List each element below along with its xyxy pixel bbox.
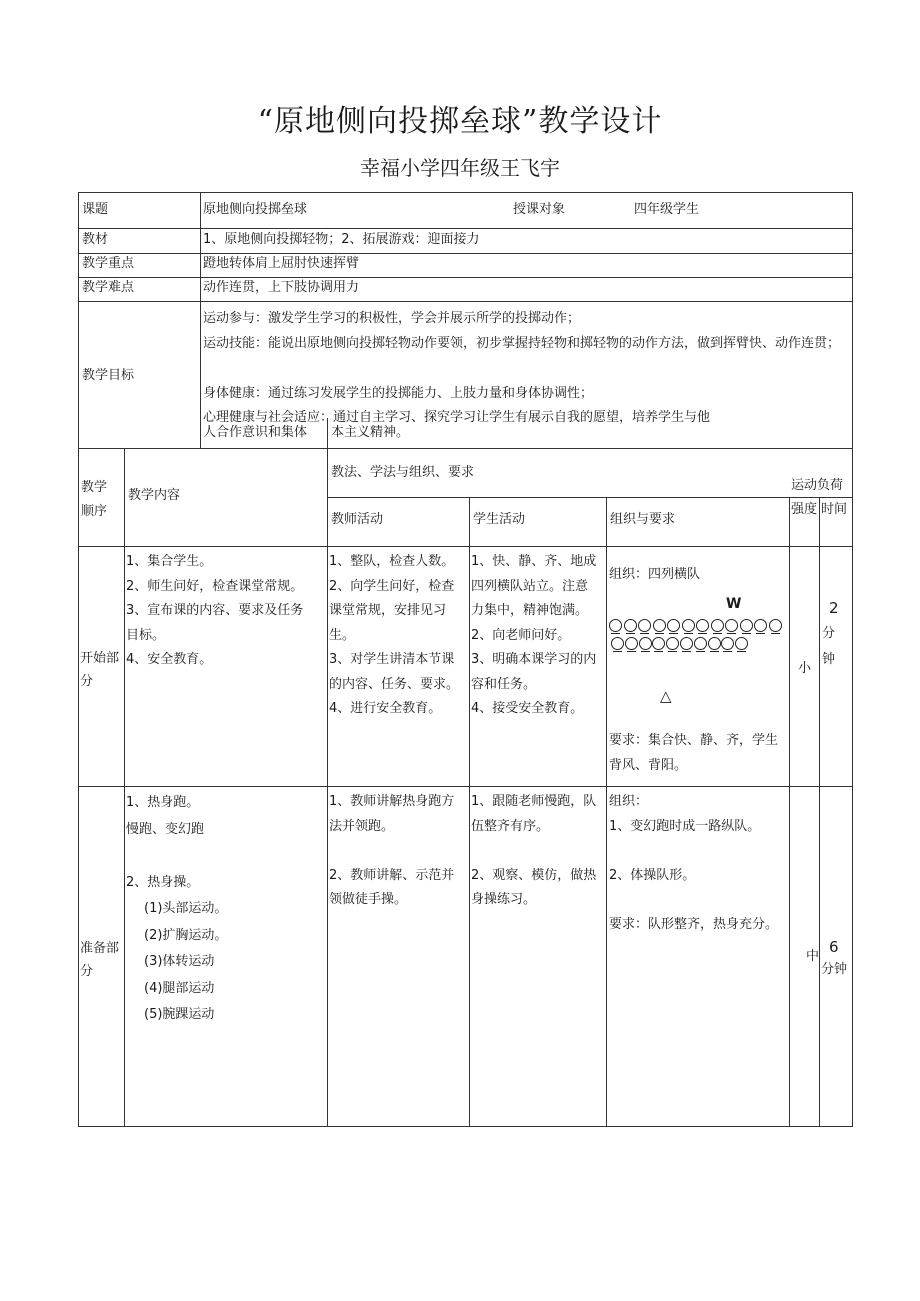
- student-marker: [708, 637, 721, 650]
- org-requirements: 组织： 1、变幻跑时成一路纵队。 2、体操队形。 要求：队形整齐，热身充分。: [609, 794, 779, 932]
- student-marker: [611, 637, 624, 650]
- student-marker: [735, 637, 748, 650]
- topic-value: 原地侧向投掷垒球: [203, 202, 308, 217]
- student-marker: [667, 619, 680, 632]
- goal-item: 心理健康与社会适应：通过自主学习、探究学习让学生有展示自我的愿望，培养学生与他: [203, 410, 711, 425]
- content-list: 1、集合学生。 2、师生问好，检查课堂常规。 3、宣布课的内容、要求及任务 目标。 4、安全教育。: [126, 554, 304, 667]
- header-student: 学生活动: [473, 512, 526, 527]
- student-marker: [680, 637, 693, 650]
- header-intensity: 强度: [791, 502, 818, 517]
- difficulty-value: 动作连贯，上下肢协调用力: [203, 280, 360, 295]
- student-marker: [754, 619, 767, 632]
- student-activity: 1、跟随老师慢跑，队 伍整齐有序。 2、观察、模仿，做热 身操练习。: [471, 794, 597, 907]
- student-marker: [725, 619, 738, 632]
- student-marker: [609, 619, 622, 632]
- student-marker: [769, 619, 782, 632]
- org-requirements: 要求：集合快、静、齐，学生 背风、背阳。: [609, 733, 779, 773]
- student-marker: [652, 637, 665, 650]
- audience-label: 授课对象: [513, 202, 566, 217]
- difficulty-label: 教学难点: [82, 280, 135, 295]
- material-value: 1、原地侧向投掷轻物；2、拓展游戏：迎面接力: [203, 232, 480, 247]
- teacher-position-mark: W: [726, 596, 742, 612]
- time-number: 2: [829, 599, 839, 617]
- intensity-value: 小: [798, 661, 812, 676]
- audience-value: 四年级学生: [634, 202, 700, 217]
- student-marker: [638, 619, 651, 632]
- student-marker: [740, 619, 753, 632]
- topic-label: 课题: [82, 202, 109, 217]
- student-marker: [639, 637, 652, 650]
- focus-label: 教学重点: [82, 256, 135, 271]
- student-marker: [682, 619, 695, 632]
- time-unit: 钟: [822, 652, 836, 667]
- phase-label: 开始部: [80, 651, 120, 666]
- teacher-activity: 1、教师讲解热身跑方 法并领跑。 2、教师讲解、示范并 领做徒手操。: [329, 794, 455, 907]
- goals-label: 教学目标: [82, 368, 135, 383]
- header-load: 运动负荷: [791, 478, 844, 493]
- student-marker: [721, 637, 734, 650]
- student-marker: [624, 619, 637, 632]
- header-order: 教学: [81, 480, 108, 495]
- student-marker: [666, 637, 679, 650]
- org-title: 组织：四列横队: [609, 567, 701, 582]
- student-marker: [696, 619, 709, 632]
- page-subtitle: 幸福小学四年级王飞宇: [360, 156, 560, 180]
- time-unit: 分: [822, 626, 836, 641]
- teacher-activity: 1、整队，检查人数。 2、向学生问好，检查 课堂常规，安排见习 生。 3、对学生讲清本节课 的内容、任务、要求。 4、进行安全教育。: [329, 554, 460, 716]
- page-title: “原地侧向投掷垒球”教学设计: [257, 104, 663, 139]
- student-marker: [653, 619, 666, 632]
- time-number: 6: [829, 938, 839, 956]
- phase-label: 分: [80, 964, 94, 979]
- student-marker: [711, 619, 724, 632]
- goal-item: 运动技能：能说出原地侧向投掷轻物动作要领，初步掌握持轻物和掷轻物的动作方法，做到挥臂快、动作连贯；: [203, 336, 841, 351]
- header-time: 时间: [821, 502, 848, 517]
- student-activity: 1、快、静、齐、地成 四列横队站立。注意 力集中，精神饱满。 2、向老师问好。 3、明确本课学习的内 容和任务。 4、接受安全教育。: [471, 554, 597, 716]
- phase-label: 准备部: [80, 941, 120, 956]
- intensity-value: 中: [806, 949, 820, 964]
- material-label: 教材: [82, 232, 109, 247]
- header-order: 顺序: [81, 504, 108, 519]
- student-marker: [625, 637, 638, 650]
- content-list: 1、热身跑。 慢跑、变幻跑 2、热身操。 (1)头部运动。 (2)扩胸运动。 (3)体转运动 (4)腿部运动 (5)腕踝运动: [126, 795, 228, 1022]
- header-teacher: 教师活动: [331, 512, 384, 527]
- triangle-icon: △: [660, 687, 672, 705]
- student-marker: [694, 637, 707, 650]
- goal-item: 运动参与：激发学生学习的积极性，学会并展示所学的投掷动作；: [203, 311, 581, 326]
- header-org: 组织与要求: [610, 512, 676, 527]
- focus-value: 蹬地转体肩上屈肘快速挥臂: [203, 256, 360, 271]
- goal-item: 身体健康：通过练习发展学生的投掷能力、上肢力量和身体协调性；: [203, 386, 594, 401]
- header-methods: 教法、学法与组织、要求: [331, 465, 475, 480]
- time-unit: 分钟: [821, 962, 848, 977]
- header-content: 教学内容: [128, 488, 181, 503]
- phase-label: 分: [80, 674, 94, 689]
- goal-item: 本主义精神。: [331, 425, 410, 440]
- goal-item: 人合作意识和集体: [203, 425, 308, 440]
